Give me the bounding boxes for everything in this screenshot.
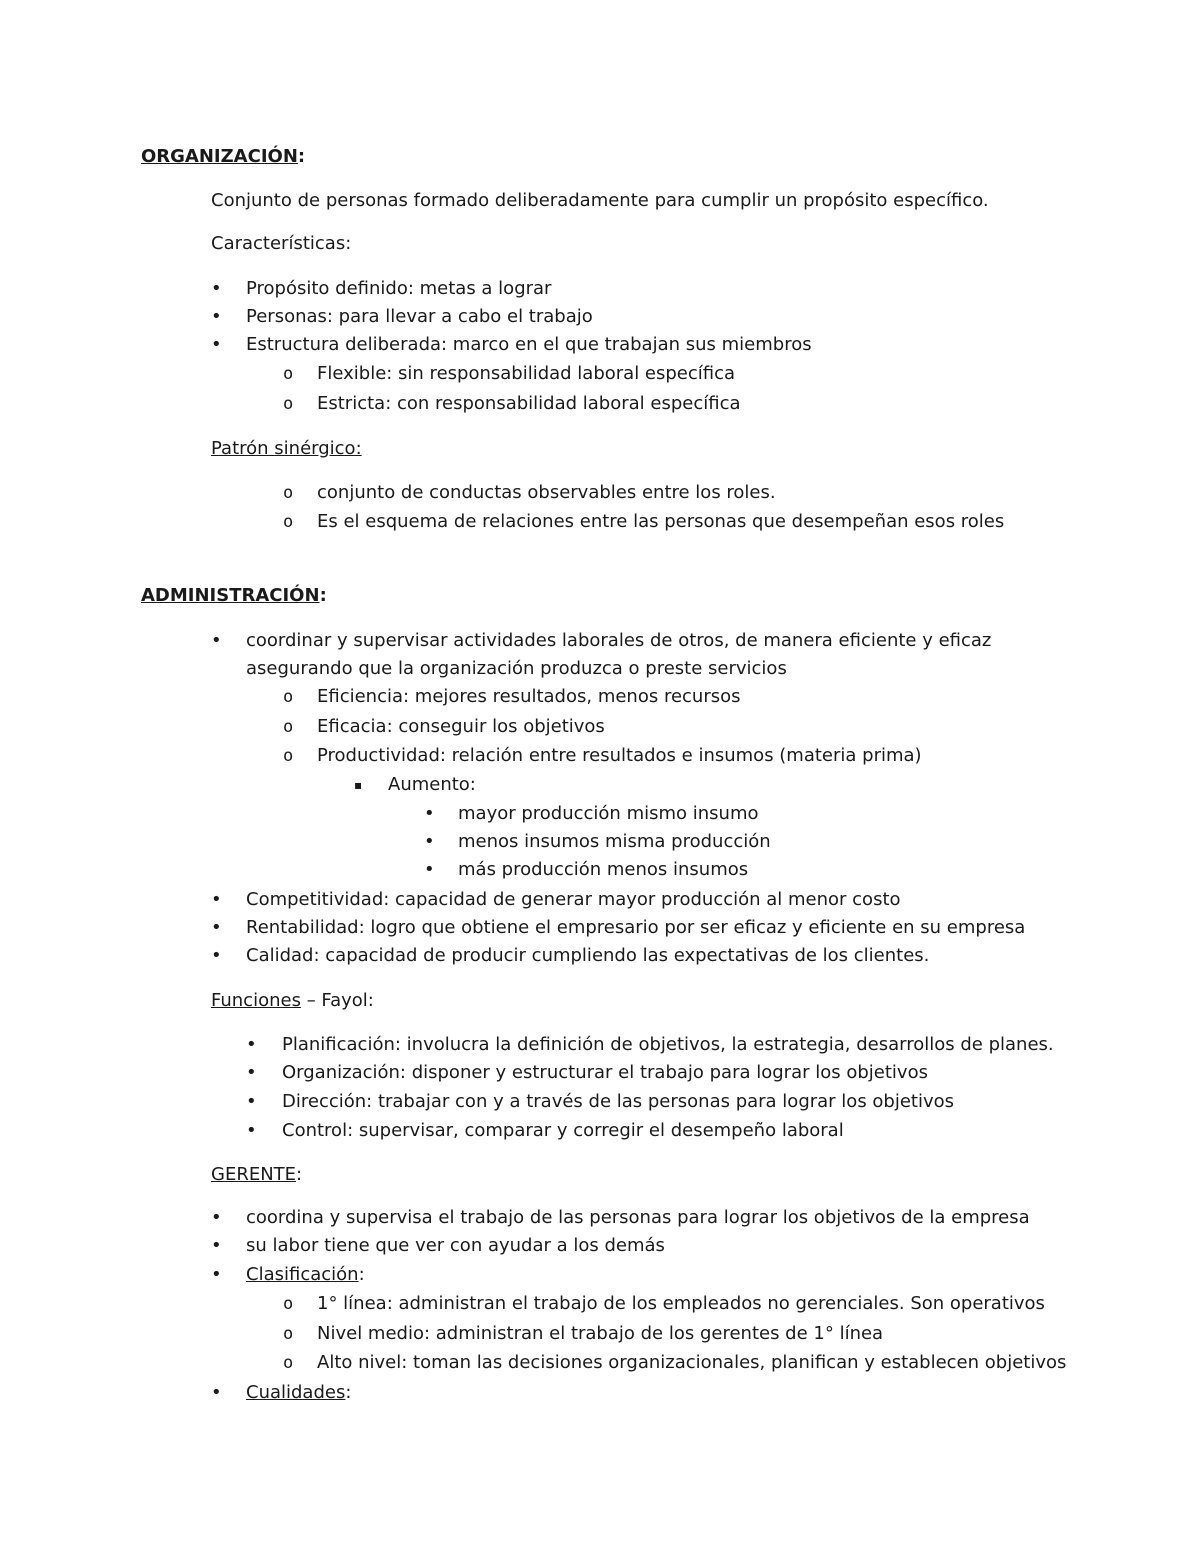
circle-marker: o (283, 687, 294, 707)
bullet-marker: • (211, 1235, 222, 1256)
bullet-marker: • (211, 889, 222, 910)
list-item: Productividad: relación entre resultados e insumos (materia prima) (317, 745, 922, 766)
list-item: Organización: disponer y estructurar el trabajo para lograr los objetivos (282, 1062, 928, 1083)
circle-marker: o (283, 394, 294, 414)
funciones-label: Funciones – Fayol: (211, 990, 374, 1011)
bullet-marker: • (424, 859, 435, 880)
circle-marker: o (283, 1294, 294, 1314)
list-item: Competitividad: capacidad de generar mayor producción al menor costo (246, 889, 901, 910)
list-item: Dirección: trabajar con y a través de las personas para lograr los objetivos (282, 1091, 955, 1112)
list-item: Es el esquema de relaciones entre las personas que desempeñan esos roles (317, 511, 1005, 532)
bullet-marker: • (211, 945, 222, 966)
bullet-marker: • (211, 1264, 222, 1285)
list-item: Flexible: sin responsabilidad laboral específica (317, 363, 736, 384)
patron-label: Patrón sinérgico: (211, 438, 362, 459)
list-item: Eficiencia: mejores resultados, menos recursos (317, 686, 741, 707)
bullet-marker: • (211, 1207, 222, 1228)
bullet-marker: • (246, 1091, 257, 1112)
bullet-marker: • (246, 1120, 257, 1141)
list-item-continuation: asegurando que la organización produzca o preste servicios (246, 658, 787, 679)
list-item: Nivel medio: administran el trabajo de los gerentes de 1° línea (317, 1323, 884, 1344)
list-item: 1° línea: administran el trabajo de los empleados no gerenciales. Son operativos (317, 1293, 1045, 1314)
square-marker: ▪ (354, 778, 363, 792)
list-item: Personas: para llevar a cabo el trabajo (246, 306, 593, 327)
list-item: coordina y supervisa el trabajo de las personas para lograr los objetivos de la empresa (246, 1207, 1030, 1228)
circle-marker: o (283, 512, 294, 532)
heading-administracion: ADMINISTRACIÓN: (141, 585, 327, 606)
bullet-marker: • (211, 334, 222, 355)
list-item: Propósito definido: metas a lograr (246, 278, 552, 299)
heading-organizacion: ORGANIZACIÓN: (141, 146, 306, 167)
bullet-marker: • (424, 803, 435, 824)
circle-marker: o (283, 364, 294, 384)
list-item: Estricta: con responsabilidad laboral específica (317, 393, 741, 414)
list-item: Aumento: (388, 774, 476, 795)
list-item: su labor tiene que ver con ayudar a los demás (246, 1235, 665, 1256)
bullet-marker: • (246, 1062, 257, 1083)
list-item: Alto nivel: toman las decisiones organizacionales, planifican y establecen objetivos (317, 1352, 1067, 1373)
circle-marker: o (283, 1353, 294, 1373)
circle-marker: o (283, 483, 294, 503)
bullet-marker: • (211, 278, 222, 299)
caracteristicas-label: Características: (211, 233, 352, 254)
list-item: Planificación: involucra la definición de objetivos, la estrategia, desarrollos de planes. (282, 1034, 1054, 1055)
list-item: Calidad: capacidad de producir cumpliendo las expectativas de los clientes. (246, 945, 930, 966)
cualidades-label: Cualidades: (246, 1382, 352, 1403)
organizacion-definition: Conjunto de personas formado deliberadamente para cumplir un propósito específico. (211, 190, 989, 211)
bullet-marker: • (211, 917, 222, 938)
clasificacion-label: Clasificación: (246, 1264, 365, 1285)
circle-marker: o (283, 1324, 294, 1344)
bullet-marker: • (424, 831, 435, 852)
circle-marker: o (283, 746, 294, 766)
list-item: menos insumos misma producción (458, 831, 771, 852)
list-item: Control: supervisar, comparar y corregir el desempeño laboral (282, 1120, 844, 1141)
circle-marker: o (283, 717, 294, 737)
list-item: Rentabilidad: logro que obtiene el empresario por ser eficaz y eficiente en su empresa (246, 917, 1026, 938)
list-item: conjunto de conductas observables entre los roles. (317, 482, 776, 503)
list-item: más producción menos insumos (458, 859, 749, 880)
list-item: coordinar y supervisar actividades laborales de otros, de manera eficiente y eficaz (246, 630, 992, 651)
heading-gerente: GERENTE: (211, 1164, 303, 1185)
bullet-marker: • (211, 306, 222, 327)
list-item: mayor producción mismo insumo (458, 803, 759, 824)
list-item: Estructura deliberada: marco en el que trabajan sus miembros (246, 334, 812, 355)
bullet-marker: • (211, 1382, 222, 1403)
bullet-marker: • (246, 1034, 257, 1055)
list-item: Eficacia: conseguir los objetivos (317, 716, 605, 737)
bullet-marker: • (211, 630, 222, 651)
